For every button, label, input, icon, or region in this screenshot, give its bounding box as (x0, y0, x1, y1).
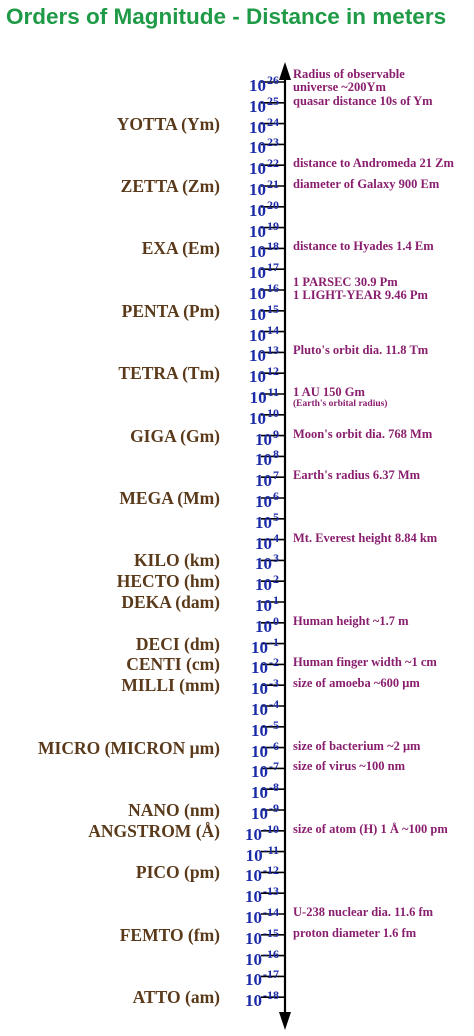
power-exponent: 20 (267, 197, 279, 212)
annotation (293, 276, 428, 302)
power-base: 10 (255, 450, 272, 470)
annotation-line: Moon's orbit dia. 768 Mm (293, 426, 433, 441)
power-exponent: 24 (267, 114, 279, 129)
power-exponent: 12 (267, 364, 279, 379)
power-label (219, 197, 279, 221)
annotation-line: 1 LIGHT-YEAR 9.46 Pm (293, 288, 428, 302)
power-base: 10 (251, 658, 268, 678)
power-label (219, 468, 279, 491)
annotation-line: proton diameter 1.6 fm (293, 925, 417, 940)
power-exponent: 18 (267, 239, 279, 254)
annotation (293, 68, 405, 94)
prefix-label: CENTI (cm) (126, 654, 220, 675)
power-exponent: 21 (267, 177, 279, 191)
prefix-label: MILLI (mm) (121, 675, 220, 696)
power-base: 10 (249, 346, 266, 366)
power-exponent: 25 (267, 93, 279, 108)
power-base: 10 (249, 408, 266, 428)
power-base: 10 (249, 325, 266, 345)
annotation (293, 906, 433, 919)
annotation-line: size of atom (H) 1 Å ~100 pm (293, 821, 448, 836)
annotation-line: 1 PARSEC 30.9 Pm (293, 275, 398, 289)
annotation (293, 656, 437, 669)
power-exponent: 13 (267, 343, 279, 358)
annotation-line: Human finger width ~1 cm (293, 655, 437, 670)
power-label (219, 509, 279, 533)
power-base: 10 (251, 637, 268, 657)
page-title: Orders of Magnitude - Distance in meters (6, 4, 447, 29)
power-exponent: -9 (269, 801, 279, 815)
power-label (219, 447, 279, 470)
prefix-label: DECI (dm) (135, 633, 220, 654)
annotation-line: U-238 nuclear dia. 11.6 fm (293, 905, 434, 919)
annotation (293, 760, 405, 773)
annotation (293, 178, 439, 191)
annotation (293, 386, 387, 409)
power-base: 10 (255, 575, 272, 595)
power-base: 10 (245, 949, 262, 969)
power-base: 10 (251, 783, 268, 803)
prefix-label: GIGA (Gm) (130, 425, 220, 446)
power-base: 10 (249, 138, 266, 158)
power-exponent: 11 (267, 385, 279, 399)
power-label (219, 821, 279, 845)
power-base: 10 (255, 471, 272, 491)
power-base: 10 (255, 512, 272, 532)
power-base: 10 (255, 596, 272, 615)
prefix-label: YOTTA (Ym) (116, 113, 220, 134)
power-label (219, 301, 279, 325)
annotation-line: Pluto's orbit dia. 11.8 Tm (293, 343, 429, 358)
power-base: 10 (249, 221, 266, 241)
power-label (219, 593, 279, 616)
power-label (219, 988, 279, 1011)
power-exponent: -2 (269, 655, 279, 670)
power-exponent: 4 (273, 530, 279, 545)
power-base: 10 (251, 700, 268, 719)
prefix-label: DEKA (dam) (121, 592, 220, 612)
power-base: 10 (249, 180, 266, 199)
power-exponent: -17 (263, 967, 279, 982)
prefix-label: ANGSTROM (Å) (88, 820, 220, 841)
power-base: 10 (245, 845, 263, 865)
power-exponent: 15 (267, 301, 279, 316)
annotation (293, 927, 416, 940)
prefix-label: PICO (pm) (135, 862, 220, 883)
power-base: 10 (249, 284, 266, 303)
power-base: 10 (255, 492, 272, 511)
annotation (293, 95, 433, 108)
power-exponent: 26 (267, 73, 279, 87)
annotation (293, 615, 409, 628)
power-exponent: -18 (263, 988, 279, 1003)
power-exponent: -10 (263, 821, 279, 836)
power-exponent: -13 (263, 884, 279, 899)
power-label (219, 717, 279, 741)
power-base: 10 (245, 887, 262, 907)
power-exponent: -6 (269, 738, 279, 753)
annotation-line: diameter of Galaxy 900 Em (293, 177, 440, 191)
power-exponent: 19 (267, 218, 279, 233)
prefix-label: PENTA (Pm) (121, 300, 220, 321)
annotation-line: size of virus ~100 nm (293, 759, 406, 774)
annotation-line: distance to Andromeda 21 Zm (293, 156, 454, 171)
annotation-note: (Earth's orbital radius) (293, 399, 388, 409)
annotation-line: Human height ~1.7 m (293, 613, 409, 628)
power-base: 10 (249, 159, 266, 179)
power-base: 10 (249, 263, 266, 283)
power-exponent: 5 (273, 509, 279, 524)
power-label (219, 405, 279, 429)
power-base: 10 (245, 866, 262, 886)
annotation (293, 532, 437, 545)
power-exponent: -16 (263, 946, 279, 961)
annotation-line: Earth's radius 6.37 Mm (293, 468, 421, 483)
power-label (219, 93, 279, 117)
power-label (219, 489, 279, 512)
prefix-label: KILO (km) (133, 550, 220, 571)
power-label (219, 551, 279, 574)
power-exponent: -8 (269, 780, 279, 795)
power-exponent: -3 (269, 676, 279, 691)
power-exponent: 8 (273, 447, 279, 462)
annotation (293, 823, 448, 836)
power-exponent: 14 (267, 322, 279, 337)
power-exponent: 9 (273, 426, 279, 441)
power-base: 10 (251, 679, 268, 699)
power-exponent: 16 (267, 281, 279, 295)
power-base: 10 (249, 304, 266, 324)
power-base: 10 (255, 616, 272, 636)
power-base: 10 (245, 908, 262, 927)
prefix-label: ZETTA (Zm) (120, 176, 220, 196)
annotation-line: 1 AU 150 Gm (293, 385, 365, 399)
power-base: 10 (255, 554, 272, 574)
power-base: 10 (245, 970, 262, 990)
power-exponent: -11 (263, 842, 279, 857)
annotation (293, 677, 420, 690)
power-exponent: 0 (273, 613, 279, 628)
prefix-label: FEMTO (fm) (119, 924, 220, 945)
power-base: 10 (251, 741, 268, 761)
power-base: 10 (251, 804, 268, 823)
power-exponent: -5 (269, 717, 279, 732)
prefix-label: ATTO (am) (132, 987, 220, 1008)
power-exponent: 17 (267, 260, 279, 275)
power-base: 10 (249, 76, 266, 95)
power-base: 10 (249, 200, 266, 220)
power-base: 10 (249, 242, 266, 262)
annotation-line: universe ~200Ym (293, 80, 386, 94)
power-base: 10 (249, 96, 266, 116)
prefix-label: NANO (nm) (128, 800, 220, 820)
annotation (293, 157, 454, 170)
power-base: 10 (245, 991, 262, 1011)
prefix-label: MICRO (MICRON μm) (38, 737, 220, 758)
power-base: 10 (245, 928, 262, 948)
power-base: 10 (249, 367, 266, 387)
annotation-line: Radius of observable (293, 67, 405, 81)
power-exponent: 1 (273, 593, 279, 607)
prefix-label: HECTO (hm) (116, 571, 220, 592)
power-exponent: 22 (267, 156, 279, 171)
power-label (219, 572, 279, 595)
annotation-line: Mt. Everest height 8.84 km (293, 530, 438, 545)
power-exponent: 2 (273, 572, 279, 587)
annotation-line: size of bacterium ~2 μm (293, 738, 421, 753)
annotation (293, 344, 428, 357)
power-exponent: 6 (273, 489, 279, 503)
annotation (293, 740, 420, 753)
power-label (219, 925, 279, 949)
annotation (293, 469, 420, 482)
power-base: 10 (249, 117, 266, 137)
power-base: 10 (251, 762, 268, 782)
power-exponent: -1 (269, 634, 279, 649)
annotation-line: size of amoeba ~600 μm (293, 676, 420, 691)
power-base: 10 (255, 533, 272, 553)
power-exponent: 3 (273, 551, 279, 566)
power-base: 10 (255, 429, 272, 449)
prefix-label: TETRA (Tm) (118, 363, 220, 384)
power-exponent: 10 (267, 405, 279, 420)
annotation-line: quasar distance 10s of Ym (293, 93, 433, 108)
power-exponent: 23 (267, 135, 279, 150)
power-exponent: -7 (269, 759, 279, 774)
power-exponent: -12 (263, 863, 279, 878)
axis-arrow-up (279, 62, 291, 80)
power-base: 10 (251, 720, 268, 740)
prefix-label: EXA (Em) (141, 238, 220, 259)
power-label (219, 530, 279, 554)
prefix-label: MEGA (Mm) (119, 488, 220, 508)
annotation-line: distance to Hyades 1.4 Em (293, 239, 434, 254)
power-base: 10 (245, 824, 262, 844)
power-exponent: 7 (273, 468, 279, 483)
annotation (293, 428, 432, 441)
annotation (293, 240, 434, 253)
power-label (219, 426, 279, 450)
power-exponent: -15 (263, 925, 279, 940)
power-exponent: -14 (263, 905, 279, 919)
power-base: 10 (249, 388, 267, 407)
axis-arrow-down (279, 1012, 291, 1030)
power-exponent: -4 (269, 697, 279, 711)
power-label (219, 613, 279, 637)
